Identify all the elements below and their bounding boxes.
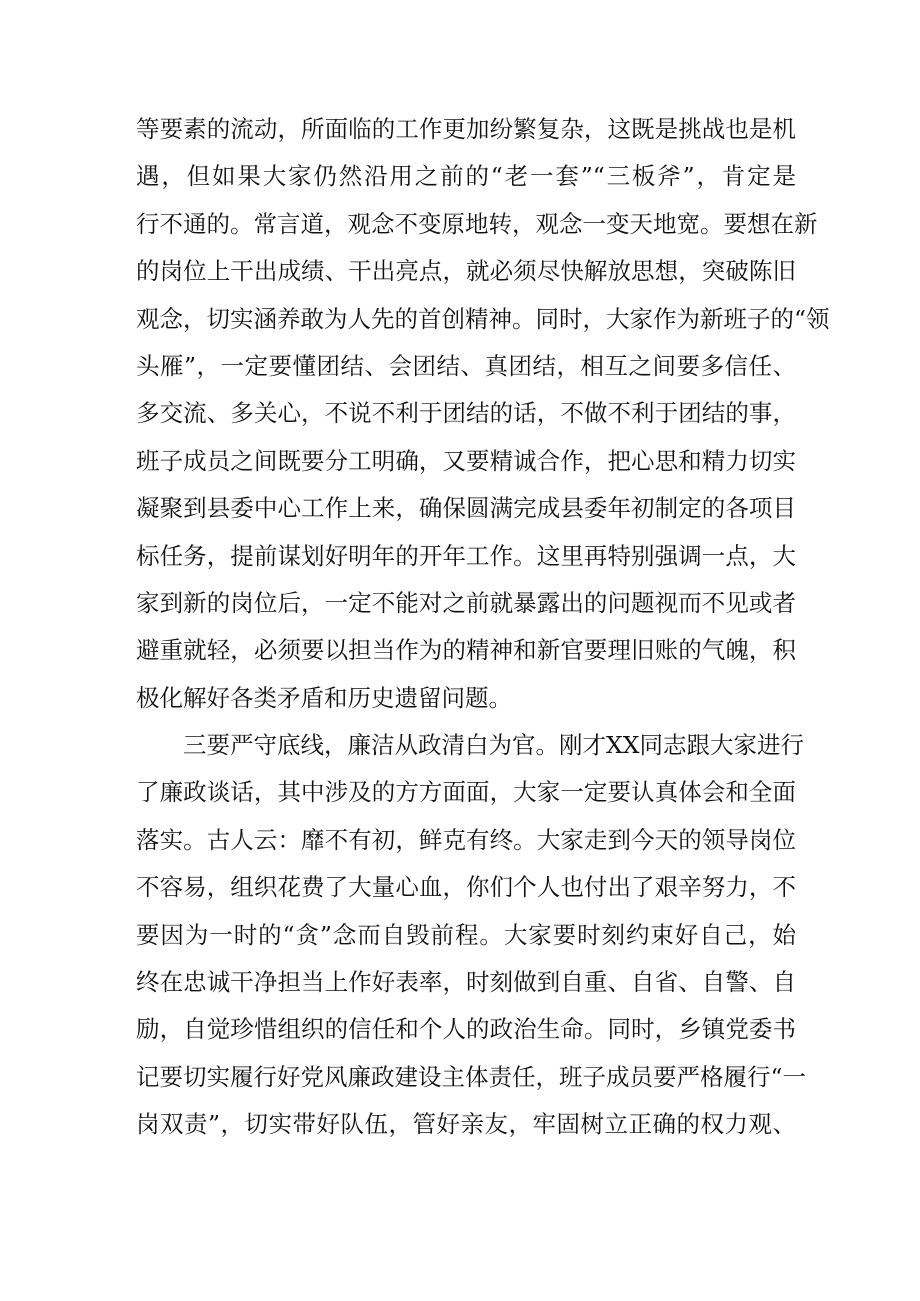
text-line: 标任务，提前谋划好明年的开年工作。这里再特别强调一点，大 bbox=[136, 541, 796, 570]
text-line: 了廉政谈话，其中涉及的方方面面，大家一定要认真体会和全面 bbox=[136, 778, 796, 807]
paragraph-end-line: 极化解好各类矛盾和历史遗留问题。 bbox=[136, 683, 512, 712]
text-line: 遇，但如果大家仍然沿用之前的“老一套”“三板斧”，肯定是 bbox=[136, 162, 796, 191]
text-line: 头雁”，一定要懂团结、会团结、真团结，相互之间要多信任、 bbox=[136, 351, 796, 380]
text-line: 避重就轻，必须要以担当作为的精神和新官要理旧账的气魄，积 bbox=[136, 636, 796, 665]
text-line: 不容易，组织花费了大量心血，你们个人也付出了艰辛努力，不 bbox=[136, 873, 796, 902]
text-line: 凝聚到县委中心工作上来，确保圆满完成县委年初制定的各项目 bbox=[136, 494, 796, 523]
body-text bbox=[136, 106, 830, 1149]
text-line: 要因为一时的“贪”念而自毁前程。大家要时刻约束好自己，始 bbox=[136, 920, 796, 949]
text-line: 岗双责”，切实带好队伍，管好亲友，牢固树立正确的权力观、 bbox=[136, 1110, 796, 1139]
text-line: 的岗位上干出成绩、干出亮点，就必须尽快解放思想，突破陈旧 bbox=[136, 257, 796, 286]
text-line: 等要素的流动，所面临的工作更加纷繁复杂，这既是挑战也是机 bbox=[136, 115, 796, 143]
text-line: 多交流、多关心，不说不利于团结的话，不做不利于团结的事， bbox=[136, 399, 796, 428]
text-line: 终在忠诚干净担当上作好表率，时刻做到自重、自省、自警、自 bbox=[136, 968, 796, 997]
text-line: 落实。古人云：靡不有初，鲜克有终。大家走到今天的领导岗位 bbox=[136, 825, 796, 854]
text-line: 行不通的。常言道，观念不变原地转，观念一变天地宽。要想在新 bbox=[136, 209, 818, 238]
paragraph-start-line: 三要严守底线，廉洁从政清白为官。刚才XX同志跟大家进行 bbox=[183, 731, 804, 760]
text-line: 记要切实履行好党风廉政建设主体责任，班子成员要严格履行“一 bbox=[136, 1062, 807, 1091]
text-line: 励，自觉珍惜组织的信任和个人的政治生命。同时，乡镇党委书 bbox=[136, 1015, 796, 1044]
text-line: 观念，切实涵养敢为人先的首创精神。同时，大家作为新班子的“领 bbox=[136, 304, 830, 333]
text-line: 班子成员之间既要分工明确，又要精诚合作，把心思和精力切实 bbox=[136, 446, 796, 475]
text-line: 家到新的岗位后，一定不能对之前就暴露出的问题视而不见或者 bbox=[136, 588, 796, 617]
